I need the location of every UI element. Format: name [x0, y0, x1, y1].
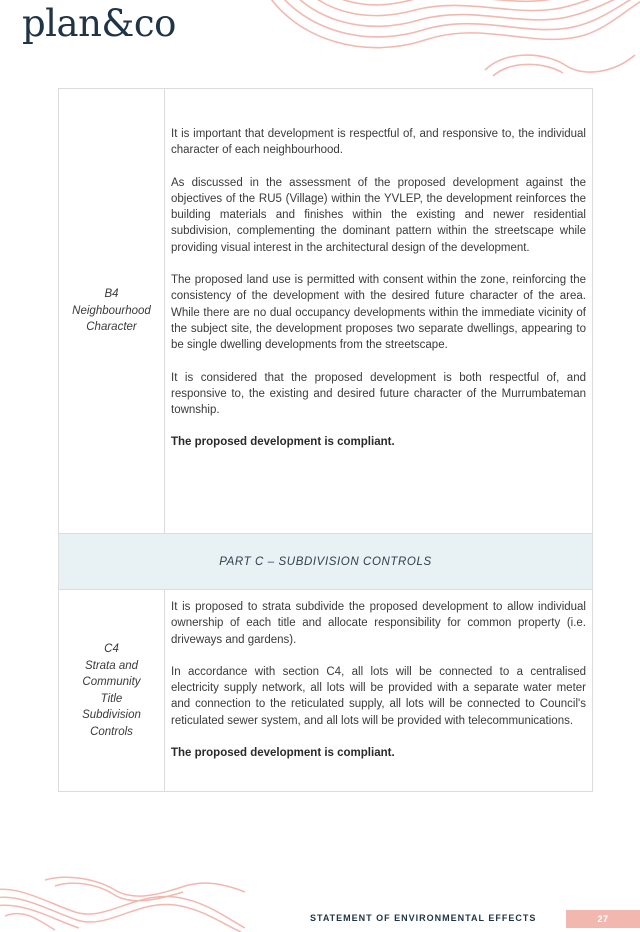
paragraph: It is important that development is respectful of, and responsive to, the individual character of each neighbourhood.	[171, 128, 586, 157]
footer-document-title: STATEMENT OF ENVIRONMENTAL EFFECTS	[310, 913, 537, 923]
compliance-statement: The proposed development is compliant.	[171, 436, 395, 449]
label-line: Strata and	[84, 659, 139, 672]
assessment-table	[58, 88, 593, 792]
topographic-decoration-bottom	[0, 872, 245, 932]
label-line: Controls	[90, 725, 133, 738]
table-row-b4	[59, 89, 592, 534]
paragraph: It is proposed to strata subdivide the proposed development to allow individual ownership of each title and allocate responsibility for common property (i.e. driveways and gardens).	[171, 601, 586, 646]
control-label-b4	[59, 89, 165, 533]
label-line: B4	[104, 288, 119, 301]
page-number: 27	[597, 914, 609, 924]
paragraph: As discussed in the assessment of the proposed development against the objectives of the RU5 (Village) within the YVLEP, the development reinforces the building materials and finishes within the existing and newer residential subdivision, complementing the dominant pattern within the streetscape while providing visual interest in the architectural design of the development.	[171, 176, 586, 254]
label-line: Community	[82, 676, 141, 688]
label-line: Subdivision	[82, 709, 141, 721]
paragraph: It is considered that the proposed development is both respectful of, and responsive to, the existing and desired future character of the Murrumbateman township.	[171, 371, 586, 417]
label-line: Title	[100, 692, 123, 705]
topographic-decoration-top	[255, 0, 640, 80]
assessment-text-c4	[165, 590, 592, 791]
section-heading-part-c: PART C – SUBDIVISION CONTROLS	[59, 534, 592, 590]
page-number-badge	[566, 910, 640, 928]
brand-logo: plan&co	[22, 2, 176, 45]
label-line: C4	[104, 643, 119, 655]
label-line: Neighbourhood	[72, 304, 151, 317]
label-line: Character	[86, 321, 137, 334]
control-label-c4	[59, 590, 165, 791]
assessment-text-b4	[165, 89, 592, 533]
table-row-c4	[59, 590, 592, 791]
paragraph: In accordance with section C4, all lots will be connected to a centralised electricity supply network, all lots will be provided with a separate water meter and connection to the reticulated supply, all lots will be connected to Council's reticulated sewer system, and all lots will be provided with telecommunications.	[171, 665, 586, 727]
paragraph: The proposed land use is permitted with consent within the zone, reinforcing the consistency of the development with the desired future character of the area. While there are no dual occupancy developments within the immediate vicinity of the subject site, the development proposes two separate dwellings, appearing to be single dwelling developments from the streetscape.	[171, 274, 586, 352]
compliance-statement: The proposed development is compliant.	[171, 747, 395, 760]
